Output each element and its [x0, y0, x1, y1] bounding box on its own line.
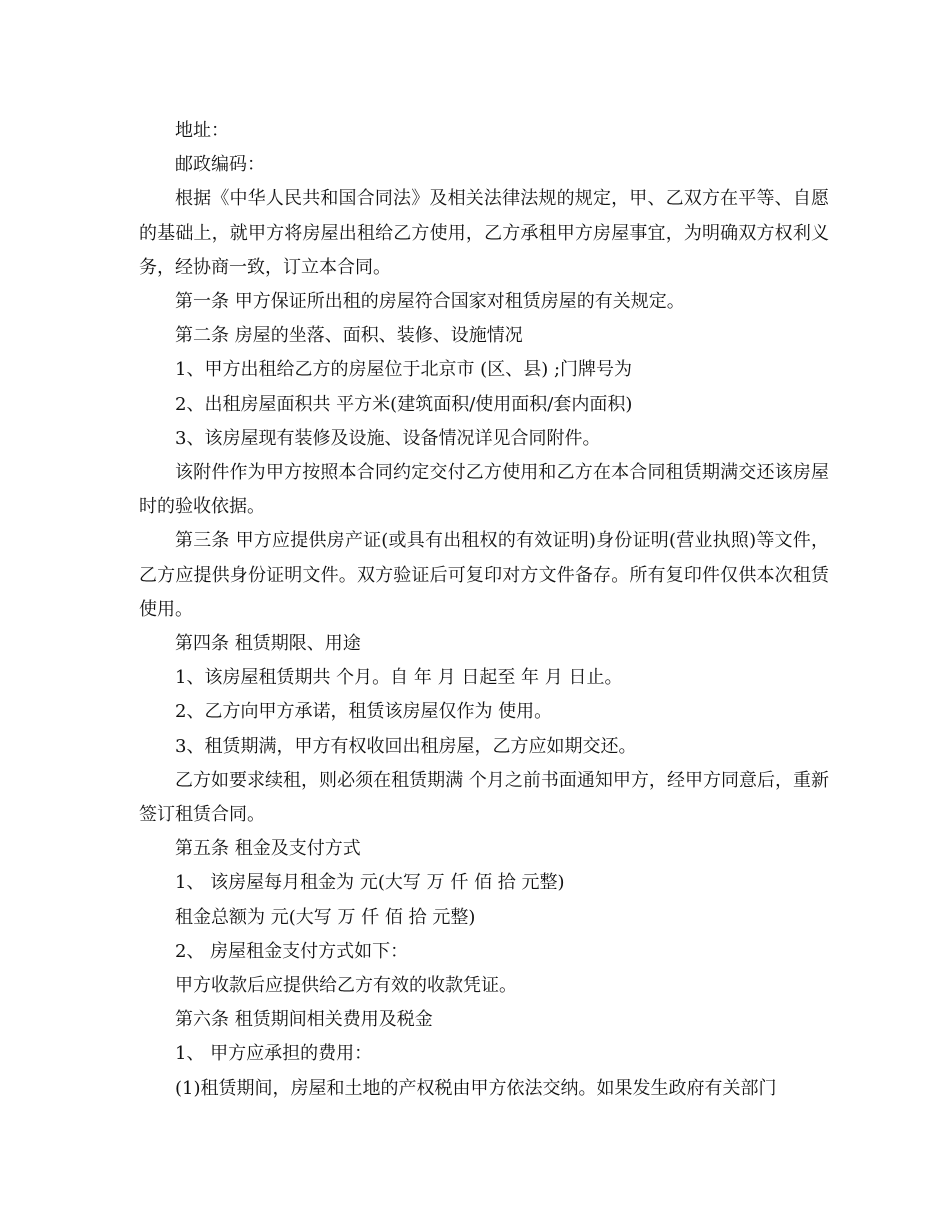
postal-code-line: 邮政编码：	[175, 154, 265, 176]
article-2-heading: 第二条 房屋的坐落、面积、装修、设施情况	[175, 325, 523, 347]
article-4-renewal: 乙方如要求续租，则必须在租赁期满 个月之前书面通知甲方，经甲方同意后，重新签订租赁合同。	[139, 769, 829, 826]
article-3-paragraph: 第三条 甲方应提供房产证(或具有出租权的有效证明)身份证明(营业执照)等文件，乙方应提供身份证明文件。双方验证后可复印对方文件备存。所有复印件仅供本次租赁使用。	[139, 530, 829, 620]
article-5-item-1: 1、 该房屋每月租金为 元(大写 万 仟 佰 拾 元整)	[175, 872, 565, 894]
document-body	[139, 114, 829, 1106]
article-5-item-2: 2、 房屋租金支付方式如下：	[175, 940, 409, 962]
article-4-item-3: 3、租赁期满，甲方有权收回出租房屋，乙方应如期交还。	[175, 735, 637, 757]
address-line: 地址：	[175, 120, 229, 141]
article-2-note: 该附件作为甲方按照本合同约定交付乙方使用和乙方在本合同租赁期满交还该房屋时的验收依据。	[139, 462, 829, 518]
article-6-item-1: 1、 甲方应承担的费用：	[175, 1043, 373, 1065]
article-2-item-2: 2、出租房屋面积共 平方米(建筑面积/使用面积/套内面积)	[175, 393, 633, 415]
article-2-item-1: 1、甲方出租给乙方的房屋位于北京市 (区、县) ;门牌号为	[175, 359, 633, 381]
article-6-subitem-1: (1)租赁期间，房屋和土地的产权税由甲方依法交纳。如果发生政府有关部门	[175, 1077, 777, 1099]
article-4-item-1: 1、该房屋租赁期共 个月。自 年 月 日起至 年 月 日止。	[175, 667, 623, 689]
article-4-item-2: 2、乙方向甲方承诺，租赁该房屋仅作为 使用。	[175, 701, 553, 723]
preamble-paragraph: 根据《中华人民共和国合同法》及相关法律法规的规定，甲、乙双方在平等、自愿的基础上，就甲方将房屋出租给乙方使用，乙方承租甲方房屋事宜，为明确双方权利义务，经协商一致，订立本合同。	[139, 188, 829, 278]
article-5-receipt: 甲方收款后应提供给乙方有效的收款凭证。	[175, 975, 517, 997]
article-4-heading: 第四条 租赁期限、用途	[175, 633, 361, 655]
article-5-heading: 第五条 租金及支付方式	[175, 838, 361, 860]
article-5-total: 租金总额为 元(大写 万 仟 佰 拾 元整)	[175, 906, 476, 928]
article-6-heading: 第六条 租赁期间相关费用及税金	[175, 1009, 433, 1031]
article-1-heading: 第一条 甲方保证所出租的房屋符合国家对租赁房屋的有关规定。	[175, 291, 685, 313]
article-2-item-3: 3、该房屋现有装修及设施、设备情况详见合同附件。	[175, 427, 601, 449]
